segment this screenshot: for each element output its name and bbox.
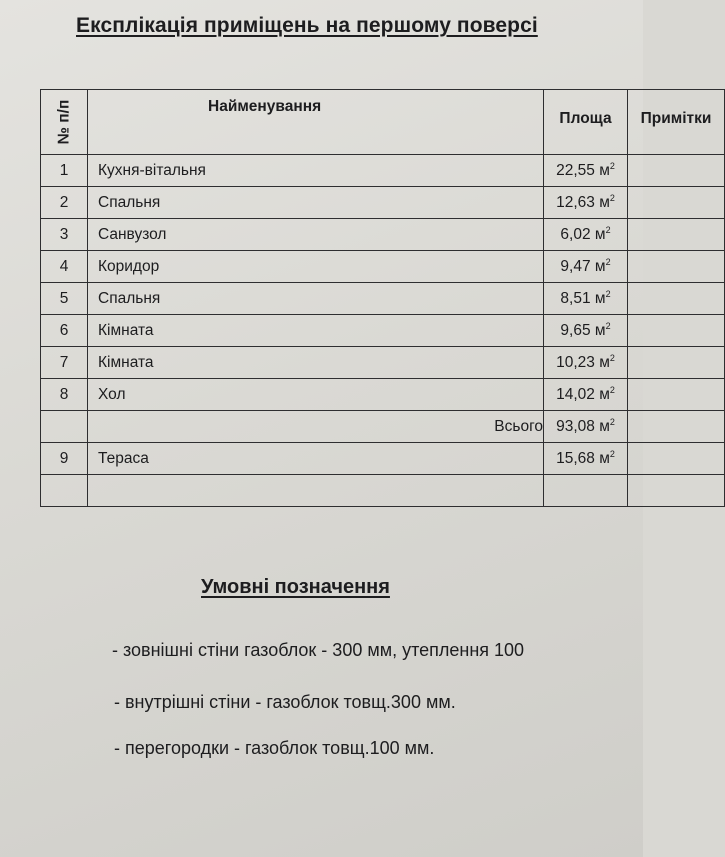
row-notes xyxy=(628,315,725,347)
total-row xyxy=(41,411,725,443)
row-name: Тераса xyxy=(88,443,544,475)
empty-cell xyxy=(544,475,628,507)
legend-item-external-walls: - зовнішні стіни газоблок - 300 мм, утеплення 100 xyxy=(112,640,525,660)
row-name: Кімната xyxy=(88,315,544,347)
row-num: 1 xyxy=(41,155,88,187)
table-row xyxy=(41,379,725,411)
total-area: 93,08 $м^2$ xyxy=(544,411,628,443)
page-title: Експлікація приміщень на першому поверсі xyxy=(76,14,538,37)
table-header-row xyxy=(41,90,725,155)
row-area: 12,63 $м^2$ xyxy=(544,187,628,219)
row-area: 9,47 $м^2$ xyxy=(544,251,628,283)
row-notes xyxy=(628,219,725,251)
table-row xyxy=(41,443,725,475)
row-name: Спальня xyxy=(88,187,544,219)
row-num: 3 xyxy=(41,219,88,251)
row-area: 15,68 $м^2$ xyxy=(544,443,628,475)
row-notes xyxy=(628,155,725,187)
table-row xyxy=(41,347,725,379)
row-area: 6,02 $м^2$ xyxy=(544,219,628,251)
row-num: 2 xyxy=(41,187,88,219)
table-row xyxy=(41,187,725,219)
table-row xyxy=(41,315,725,347)
empty-cell xyxy=(88,475,544,507)
header-name: Найменування xyxy=(88,90,544,155)
row-name: Спальня xyxy=(88,283,544,315)
empty-row xyxy=(41,475,725,507)
legend-item-internal-walls: - внутрішні стіни - газоблок товщ.300 мм. xyxy=(114,692,456,712)
row-area: 9,65 $м^2$ xyxy=(544,315,628,347)
row-num: 8 xyxy=(41,379,88,411)
table-row xyxy=(41,283,725,315)
row-name: Кімната xyxy=(88,347,544,379)
row-notes xyxy=(628,187,725,219)
row-notes xyxy=(628,283,725,315)
row-area: 22,55 $м^2$ xyxy=(544,155,628,187)
row-notes xyxy=(628,379,725,411)
row-area: 10,23 $м^2$ xyxy=(544,347,628,379)
row-notes xyxy=(628,251,725,283)
total-num xyxy=(41,411,88,443)
total-label: Всього xyxy=(88,411,544,443)
legend-item-partitions: - перегородки - газоблок товщ.100 мм. xyxy=(114,738,435,758)
table-row xyxy=(41,155,725,187)
table-row xyxy=(41,219,725,251)
row-num: 6 xyxy=(41,315,88,347)
row-notes xyxy=(628,347,725,379)
table-row xyxy=(41,251,725,283)
row-name: Хол xyxy=(88,379,544,411)
empty-cell xyxy=(41,475,88,507)
row-area: 8,51 $м^2$ xyxy=(544,283,628,315)
row-area: 14,02 $м^2$ xyxy=(544,379,628,411)
row-num: 9 xyxy=(41,443,88,475)
header-area: Площа xyxy=(544,90,628,155)
row-num: 5 xyxy=(41,283,88,315)
row-name: Кухня-вітальня xyxy=(88,155,544,187)
legend-title: Умовні позначення xyxy=(201,576,390,598)
row-num: 7 xyxy=(41,347,88,379)
empty-cell xyxy=(628,475,725,507)
header-num: № п/п xyxy=(41,90,88,155)
row-name: Коридор xyxy=(88,251,544,283)
total-notes xyxy=(628,411,725,443)
rooms-table xyxy=(40,89,725,507)
row-name: Санвузол xyxy=(88,219,544,251)
row-notes xyxy=(628,443,725,475)
row-num: 4 xyxy=(41,251,88,283)
header-notes: Примітки xyxy=(628,90,725,155)
